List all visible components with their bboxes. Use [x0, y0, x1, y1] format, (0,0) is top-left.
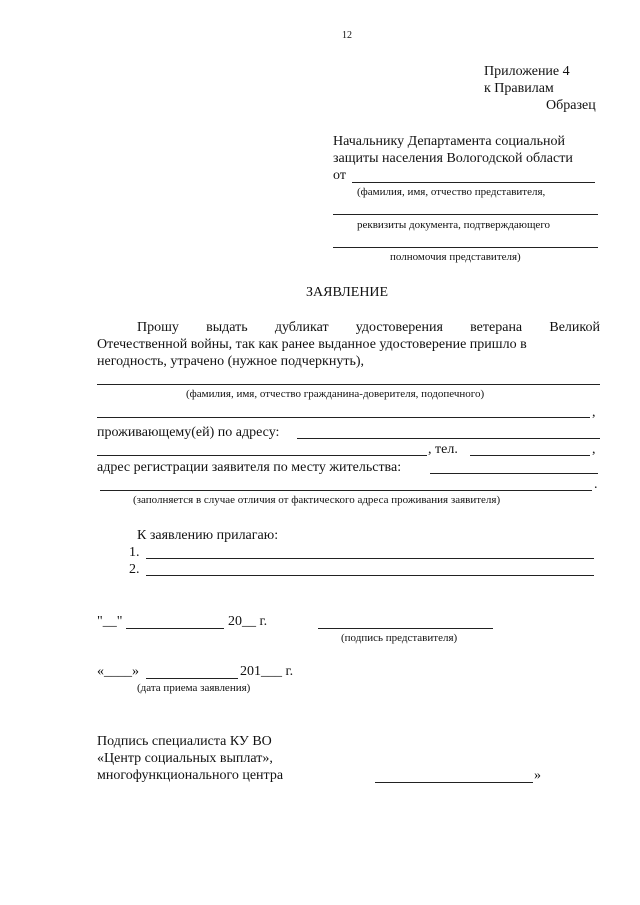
living-address-line[interactable]	[297, 438, 600, 439]
attachment-number-1: 1.	[129, 545, 140, 560]
addressee-line-1: Начальнику Департамента социальной	[333, 134, 566, 149]
receipt-date-day: «____»	[97, 664, 139, 679]
specialist-line-1: Подпись специалиста КУ ВО	[97, 734, 272, 749]
representative-name-hint: (фамилия, имя, отчество представителя,	[357, 186, 546, 198]
period: .	[594, 477, 598, 492]
specialist-line-3: многофункционального центра	[97, 768, 284, 783]
document-details-hint: реквизиты документа, подтверждающего	[357, 219, 551, 231]
receipt-date-month-line[interactable]	[146, 678, 238, 679]
trustor-name-line[interactable]	[97, 384, 600, 385]
sample-label: Образец	[546, 98, 596, 113]
registration-address-label: адрес регистрации заявителя по месту жительства:	[97, 460, 402, 475]
appendix-label: Приложение 4	[484, 64, 570, 79]
representative-signature-line[interactable]	[318, 628, 493, 629]
phone-label: , тел.	[428, 442, 458, 457]
specialist-line-2: «Центр социальных выплат»,	[97, 751, 273, 766]
receipt-date-hint: (дата приема заявления)	[137, 682, 251, 694]
representative-field-line-3[interactable]	[333, 247, 598, 248]
registration-hint: (заполняется в случае отличия от фактического адреса проживания заявителя)	[133, 494, 501, 506]
comma: ,	[592, 405, 596, 420]
representative-signature-hint: (подпись представителя)	[341, 632, 458, 644]
page-number: 12	[342, 30, 352, 41]
addressee-line-2: защиты населения Вологодской области	[333, 151, 573, 166]
trustor-name-line-2[interactable]	[97, 417, 590, 418]
signature-date-month-line[interactable]	[126, 628, 224, 629]
request-paragraph-line-2: Отечественной войны, так как ранее выданное удостоверение пришло в	[97, 337, 527, 352]
attachments-heading: К заявлению прилагаю:	[137, 528, 279, 543]
living-address-line-2[interactable]	[97, 455, 427, 456]
from-field-line[interactable]	[352, 182, 595, 183]
from-label: от	[333, 168, 346, 183]
signature-date-year: 20__ г.	[228, 614, 268, 629]
attachment-number-2: 2.	[129, 562, 140, 577]
document-title: ЗАЯВЛЕНИЕ	[306, 285, 389, 300]
registration-address-line[interactable]	[430, 473, 598, 474]
attachment-line-1[interactable]	[146, 558, 594, 559]
authority-hint: полномочия представителя)	[390, 251, 521, 263]
living-address-label: проживающему(ей) по адресу:	[97, 425, 280, 440]
representative-field-line-2[interactable]	[333, 214, 598, 215]
signature-date-day: "__"	[97, 614, 123, 629]
attachment-line-2[interactable]	[146, 575, 594, 576]
closing-quote: »	[534, 768, 541, 783]
rules-label: к Правилам	[484, 81, 554, 96]
specialist-signature-line[interactable]	[375, 782, 533, 783]
comma-2: ,	[592, 442, 596, 457]
request-paragraph-line-3: негодность, утрачено (нужное подчеркнуть),	[97, 354, 365, 369]
request-paragraph-line-1: Прошу выдать дубликат удостоверения ветерана Великой	[137, 320, 600, 335]
registration-address-line-2[interactable]	[100, 490, 592, 491]
phone-line[interactable]	[470, 455, 590, 456]
trustor-name-hint: (фамилия, имя, отчество гражданина-доверителя, подопечного)	[186, 388, 485, 400]
receipt-date-year: 201___ г.	[240, 664, 294, 679]
